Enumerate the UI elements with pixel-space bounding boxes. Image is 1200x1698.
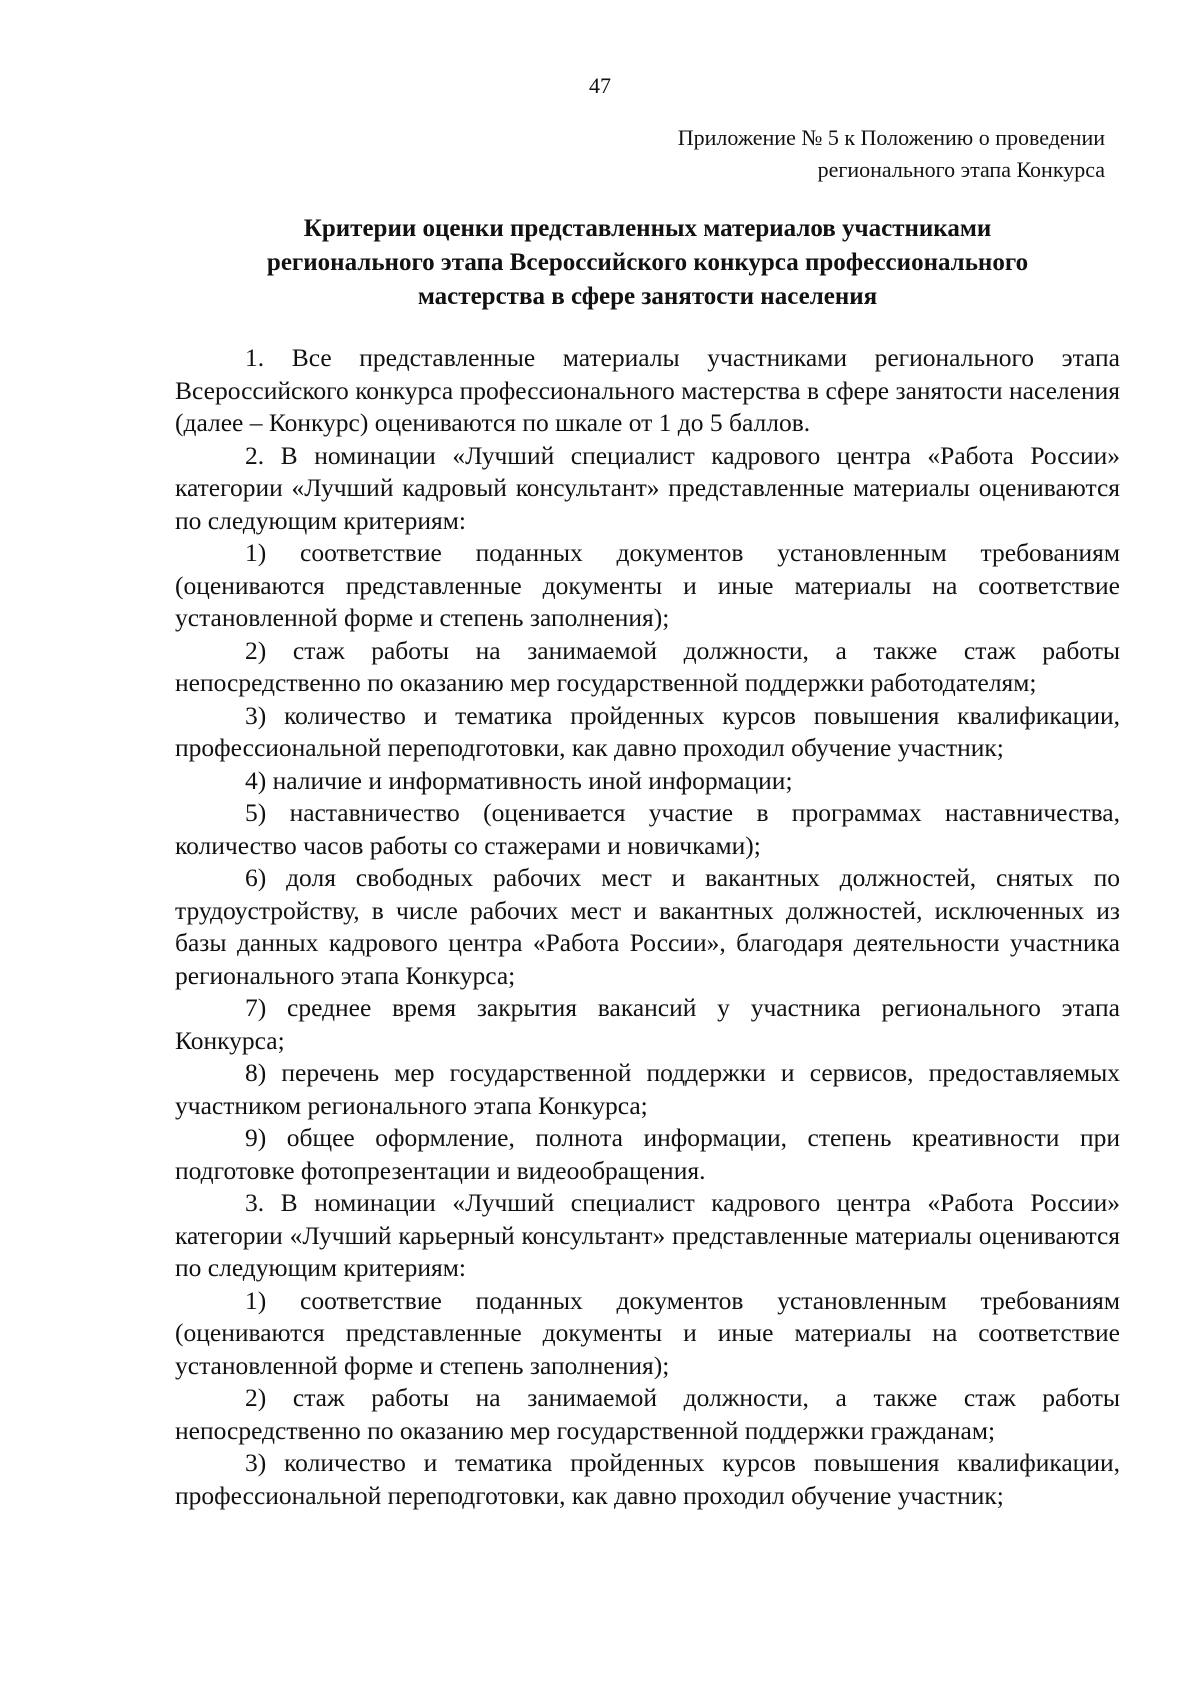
paragraph: 1) соответствие поданных документов установленным требованиям (оцениваются представленные документы и иные материалы на соответствие установленной форме и степень заполнения); [175, 1285, 1120, 1380]
paragraph: 3) количество и тематика пройденных курсов повышения квалификации, профессиональной переподготовки, как давно проходил обучение участник; [175, 1448, 1120, 1510]
paragraph: 2) стаж работы на занимаемой должности, а также стаж работы непосредственно по оказанию мер государственной поддержки работодателям; [175, 635, 1120, 697]
paragraph: 5) наставничество (оценивается участие в программах наставничества, количество часов работы со стажерами и новичками); [175, 798, 1120, 860]
paragraph: 3. В номинации «Лучший специалист кадрового центра «Работа России» категории «Лучший карьерный консультант» представленные материалы оцениваются по следующим критериям: [175, 1188, 1120, 1282]
appendix-line-1: Приложение № 5 к Положению о проведении [677, 125, 1105, 150]
paragraph: 9) общее оформление, полнота информации, степень креативности при подготовке фотопрезентации и видеообращения. [175, 1123, 1120, 1185]
page-number: 47 [589, 73, 611, 98]
document-title [175, 212, 1120, 314]
appendix-line-2: регионального этапа Конкурса [817, 157, 1105, 182]
title-line-1: Критерии оценки представленных материалов участниками [303, 215, 992, 242]
appendix-reference [545, 122, 1105, 186]
paragraph: 2) стаж работы на занимаемой должности, а также стаж работы непосредственно по оказанию мер государственной поддержки гражданам; [175, 1383, 1120, 1445]
paragraph: 1) соответствие поданных документов установленным требованиям (оцениваются представленные документы и иные материалы на соответствие установленной форме и степень заполнения); [175, 538, 1120, 632]
paragraph: 8) перечень мер государственной поддержки и сервисов, предоставляемых участником регионального этапа Конкурса; [175, 1058, 1120, 1120]
paragraph: 1. Все представленные материалы участниками регионального этапа Всероссийского конкурса профессионального мастерства в сфере занятости населения (далее – Конкурс) оцениваются по шкале от 1 до 5 баллов. [175, 343, 1120, 437]
title-line-3: мастерства в сфере занятости населения [417, 283, 878, 310]
paragraph: 6) доля свободных рабочих мест и вакантных должностей, снятых по трудоустройству, в числе рабочих мест и вакантных должностей, исключенных из базы данных кадрового центра «Работа России», благодаря деятельности участника регионального этапа Конкурса; [175, 863, 1120, 990]
document-body [175, 342, 1120, 1512]
paragraph: 2. В номинации «Лучший специалист кадрового центра «Работа России» категории «Лучший кадровый консультант» представленные материалы оцениваются по следующим критериям: [175, 440, 1120, 535]
title-line-2: регионального этапа Всероссийского конкурса профессионального [266, 249, 1029, 276]
paragraph: 3) количество и тематика пройденных курсов повышения квалификации, профессиональной переподготовки, как давно проходил обучение участник; [175, 700, 1120, 762]
paragraph: 4) наличие и информативность иной информации; [245, 765, 793, 795]
paragraph: 7) среднее время закрытия вакансий у участника регионального этапа Конкурса; [175, 993, 1120, 1055]
